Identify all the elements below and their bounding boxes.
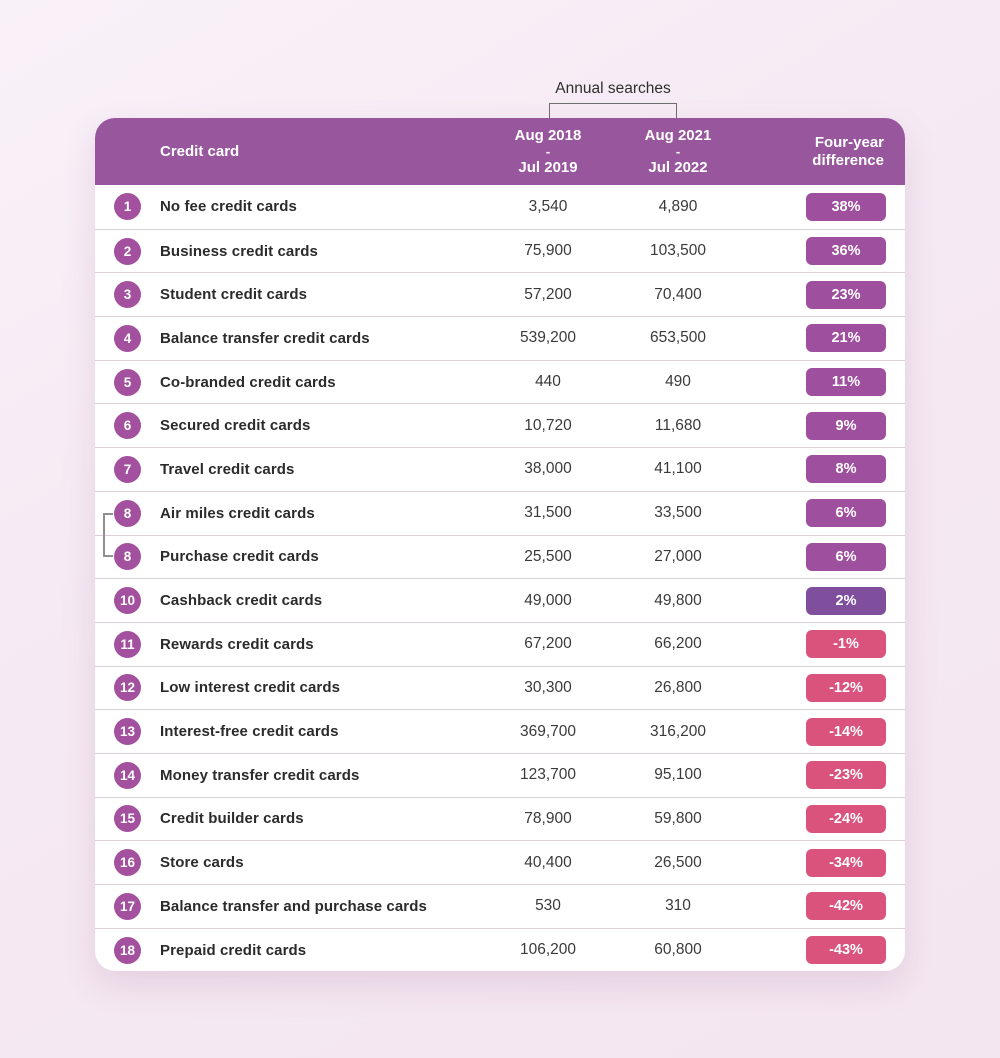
rankings-table xyxy=(95,118,905,971)
table-row xyxy=(95,666,905,710)
rank-cell xyxy=(95,193,145,220)
difference-badge: 23% xyxy=(806,281,886,309)
searches-2021-2022: 26,800 xyxy=(654,678,702,696)
difference-badge: -12% xyxy=(806,674,886,702)
difference-badge: 6% xyxy=(806,543,886,571)
difference-cell xyxy=(733,761,905,789)
table-header xyxy=(95,118,905,185)
searches-2018-2019: 30,300 xyxy=(524,678,572,696)
searches-2021-2022: 316,200 xyxy=(649,722,707,740)
searches-2021-2022: 33,500 xyxy=(654,504,702,522)
searches-2018-2019: 10,720 xyxy=(524,416,572,434)
difference-cell xyxy=(733,543,905,571)
difference-badge: 38% xyxy=(806,193,886,221)
table-row xyxy=(95,272,905,316)
difference-cell xyxy=(733,892,905,920)
searches-2021-2022: 95,100 xyxy=(654,766,702,784)
searches-2021-2022: 653,500 xyxy=(649,329,707,347)
credit-card-name: Credit builder cards xyxy=(160,810,304,828)
credit-card-name: Rewards credit cards xyxy=(160,635,314,653)
searches-2021-2022: 70,400 xyxy=(654,285,702,303)
credit-card-name: Air miles credit cards xyxy=(160,504,315,522)
searches-2018-2019: 31,500 xyxy=(524,504,572,522)
rank-cell xyxy=(95,937,145,964)
rank-badge: 8 xyxy=(114,543,141,570)
credit-card-name: No fee credit cards xyxy=(160,198,297,216)
difference-badge: 36% xyxy=(806,237,886,265)
difference-cell xyxy=(733,281,905,309)
credit-card-name: Balance transfer credit cards xyxy=(160,329,370,347)
searches-2018-2019: 369,700 xyxy=(519,722,577,740)
period-2-start: Aug 2021 xyxy=(644,126,712,144)
searches-2018-2019: 40,400 xyxy=(524,853,572,871)
searches-2018-2019: 57,200 xyxy=(524,285,572,303)
annual-searches-label: Annual searches xyxy=(555,80,671,97)
table-row xyxy=(95,578,905,622)
rank-badge: 17 xyxy=(114,893,141,920)
difference-line-1: Four-year xyxy=(814,133,884,151)
credit-card-name: Cashback credit cards xyxy=(160,592,323,610)
searches-2021-2022: 59,800 xyxy=(654,809,702,827)
table-row xyxy=(95,753,905,797)
searches-2021-2022: 49,800 xyxy=(654,591,702,609)
difference-badge: -1% xyxy=(806,630,886,658)
rank-badge: 7 xyxy=(114,456,141,483)
searches-2021-2022: 41,100 xyxy=(654,460,702,478)
difference-cell xyxy=(733,936,905,964)
rank-cell xyxy=(95,718,145,745)
rank-badge: 10 xyxy=(114,587,141,614)
difference-badge: 9% xyxy=(806,412,886,440)
table-row xyxy=(95,403,905,447)
credit-card-name: Travel credit cards xyxy=(160,460,295,478)
searches-2021-2022: 4,890 xyxy=(658,197,698,215)
rank-badge: 3 xyxy=(114,281,141,308)
table-row xyxy=(95,535,905,579)
rank-badge: 1 xyxy=(114,193,141,220)
difference-badge: -23% xyxy=(806,761,886,789)
difference-cell xyxy=(733,849,905,877)
rank-cell xyxy=(95,762,145,789)
difference-badge: -42% xyxy=(806,892,886,920)
credit-card-name: Low interest credit cards xyxy=(160,679,341,697)
difference-cell xyxy=(733,587,905,615)
difference-badge: 8% xyxy=(806,455,886,483)
searches-2018-2019: 539,200 xyxy=(519,329,577,347)
searches-2018-2019: 530 xyxy=(535,897,561,915)
rank-cell xyxy=(95,369,145,396)
difference-line-2: difference xyxy=(812,151,884,169)
searches-2021-2022: 27,000 xyxy=(654,547,702,565)
rank-badge: 13 xyxy=(114,718,141,745)
table-row xyxy=(95,316,905,360)
difference-badge: -14% xyxy=(806,718,886,746)
credit-card-name: Money transfer credit cards xyxy=(160,766,360,784)
column-header-credit-card: Credit card xyxy=(160,142,240,160)
difference-cell xyxy=(733,674,905,702)
table-body xyxy=(95,185,905,971)
searches-2021-2022: 490 xyxy=(665,373,691,391)
difference-cell xyxy=(733,324,905,352)
rank-cell xyxy=(95,456,145,483)
rank-badge: 2 xyxy=(114,238,141,265)
rank-badge: 15 xyxy=(114,805,141,832)
searches-2021-2022: 11,680 xyxy=(654,416,702,434)
difference-cell xyxy=(733,499,905,527)
period-1-end: Jul 2019 xyxy=(518,158,578,176)
rank-badge: 16 xyxy=(114,849,141,876)
credit-card-name: Interest-free credit cards xyxy=(160,723,339,741)
period-2-end: Jul 2022 xyxy=(648,158,708,176)
credit-card-name: Student credit cards xyxy=(160,286,308,304)
table-row xyxy=(95,185,905,229)
column-header-period-1 xyxy=(473,128,623,176)
period-1-start: Aug 2018 xyxy=(514,126,582,144)
rank-cell xyxy=(95,674,145,701)
credit-card-name: Business credit cards xyxy=(160,242,319,260)
difference-cell xyxy=(733,237,905,265)
difference-badge: 6% xyxy=(806,499,886,527)
rank-cell xyxy=(95,893,145,920)
difference-badge: -24% xyxy=(806,805,886,833)
difference-cell xyxy=(733,455,905,483)
difference-cell xyxy=(733,718,905,746)
difference-cell xyxy=(733,630,905,658)
difference-cell xyxy=(733,805,905,833)
rank-cell xyxy=(95,412,145,439)
rank-cell xyxy=(95,849,145,876)
credit-card-name: Co-branded credit cards xyxy=(160,373,336,391)
searches-2018-2019: 123,700 xyxy=(519,766,577,784)
credit-card-name: Store cards xyxy=(160,854,244,872)
table-row xyxy=(95,491,905,535)
rank-badge: 4 xyxy=(114,325,141,352)
difference-badge: 21% xyxy=(806,324,886,352)
searches-2018-2019: 67,200 xyxy=(524,635,572,653)
difference-cell xyxy=(733,368,905,396)
table-row xyxy=(95,840,905,884)
searches-2018-2019: 38,000 xyxy=(524,460,572,478)
searches-2021-2022: 103,500 xyxy=(649,242,707,260)
credit-card-name: Balance transfer and purchase cards xyxy=(160,897,427,915)
rank-cell xyxy=(95,805,145,832)
difference-cell xyxy=(733,412,905,440)
annual-searches-bracket xyxy=(549,103,677,119)
rank-badge: 11 xyxy=(114,631,141,658)
table-row xyxy=(95,622,905,666)
searches-2018-2019: 78,900 xyxy=(524,809,572,827)
searches-2018-2019: 25,500 xyxy=(524,547,572,565)
difference-badge: 11% xyxy=(806,368,886,396)
table-row xyxy=(95,797,905,841)
table-row xyxy=(95,709,905,753)
rank-badge: 12 xyxy=(114,674,141,701)
rank-badge: 18 xyxy=(114,937,141,964)
rank-cell xyxy=(95,631,145,658)
rank-badge: 6 xyxy=(114,412,141,439)
table-row xyxy=(95,884,905,928)
searches-2018-2019: 440 xyxy=(535,373,561,391)
searches-2018-2019: 106,200 xyxy=(519,941,577,959)
period-2-dash: - xyxy=(675,143,681,159)
rank-badge: 5 xyxy=(114,369,141,396)
table-row xyxy=(95,447,905,491)
rank-cell xyxy=(95,587,145,614)
difference-cell xyxy=(733,193,905,221)
column-header-period-2 xyxy=(623,128,733,176)
credit-card-name: Purchase credit cards xyxy=(160,548,319,566)
searches-2021-2022: 310 xyxy=(665,897,691,915)
rank-badge: 8 xyxy=(114,500,141,527)
searches-2021-2022: 60,800 xyxy=(654,941,702,959)
rank-cell xyxy=(95,238,145,265)
rank-cell xyxy=(95,325,145,352)
searches-2021-2022: 26,500 xyxy=(654,853,702,871)
difference-badge: -43% xyxy=(806,936,886,964)
column-header-difference xyxy=(733,134,905,170)
searches-2018-2019: 3,540 xyxy=(528,197,568,215)
searches-2021-2022: 66,200 xyxy=(654,635,702,653)
credit-card-name: Secured credit cards xyxy=(160,417,311,435)
rank-cell xyxy=(95,281,145,308)
table-row xyxy=(95,928,905,972)
searches-2018-2019: 49,000 xyxy=(524,591,572,609)
difference-badge: 2% xyxy=(806,587,886,615)
table-row xyxy=(95,360,905,404)
tie-bracket xyxy=(103,513,113,557)
difference-badge: -34% xyxy=(806,849,886,877)
rank-badge: 14 xyxy=(114,762,141,789)
searches-2018-2019: 75,900 xyxy=(524,242,572,260)
period-1-dash: - xyxy=(545,143,551,159)
table-row xyxy=(95,229,905,273)
credit-card-name: Prepaid credit cards xyxy=(160,941,307,959)
